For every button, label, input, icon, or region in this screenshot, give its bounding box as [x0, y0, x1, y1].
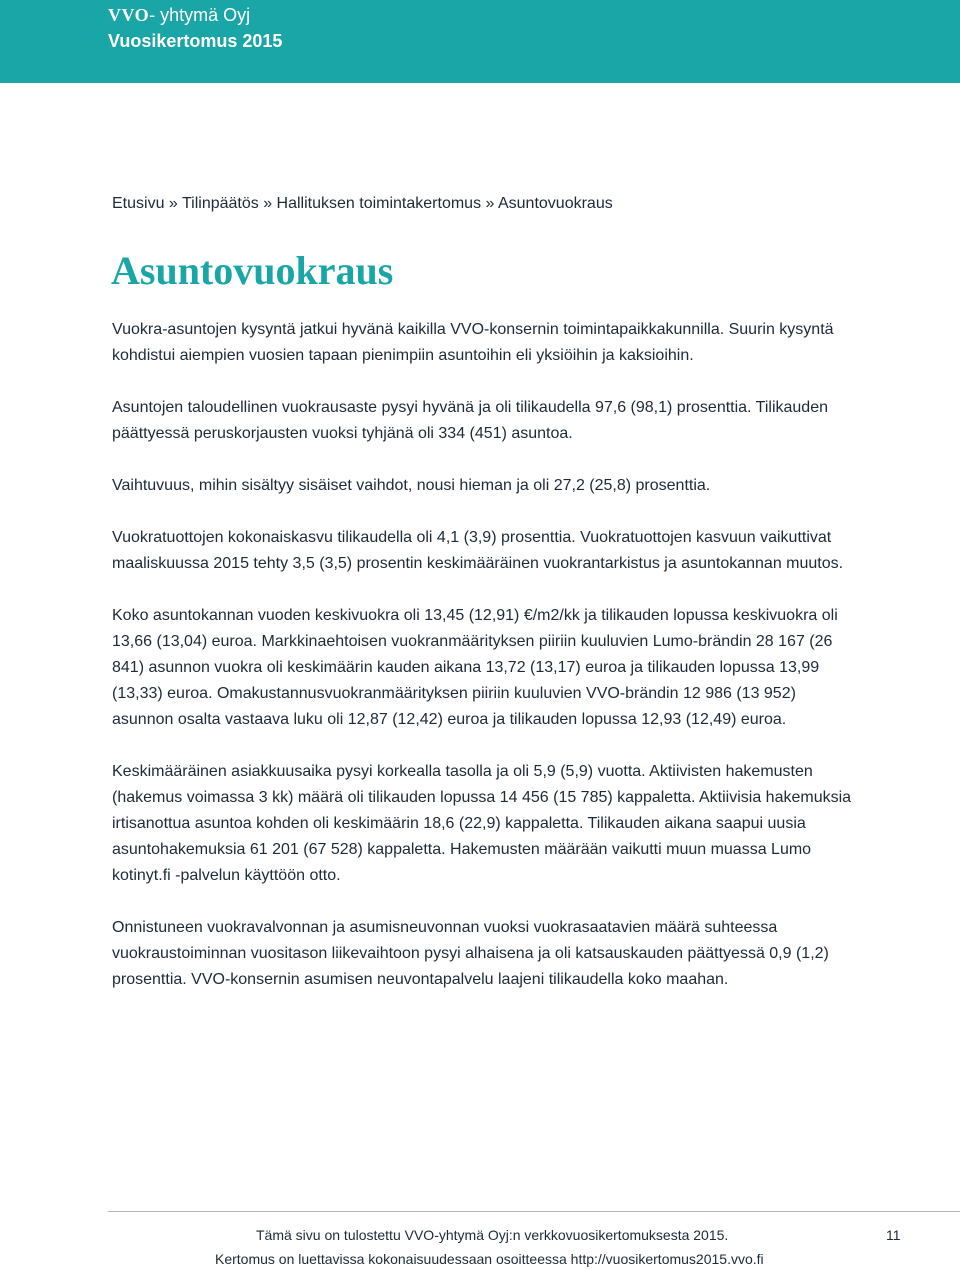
- page-number: 11: [886, 1227, 901, 1243]
- company-name: - yhtymä Oyj: [149, 5, 251, 25]
- breadcrumb: [112, 193, 613, 215]
- paragraph-applications: Keskimääräinen asiakkuusaika pysyi korkealla tasolla ja oli 5,9 (5,9) vuotta. Aktiivisten hakemusten (hakemus voimassa 3 kk) määrä oli tilikauden lopussa 14 456 (15 785) kappaletta. Aktiivisia hakemuksia irtisanottua asuntoa kohden oli keskimäärin 18,6 (22,9) kappaletta. Tilikauden aikana saapui uusia asuntohakemuksia 61 201 (67 528) kappaletta. Hakemusten määrään vaikutti muun muassa Lumo kotinyt.fi -palvelun käyttöön otto.: [112, 763, 852, 884]
- breadcrumb-item-tilinpaatos[interactable]: Tilinpäätös: [181, 195, 259, 212]
- page-title: Asuntovuokraus: [111, 248, 394, 293]
- footer-divider: [108, 1211, 960, 1212]
- paragraph-demand: Vuokra-asuntojen kysyntä jatkui hyvänä kaikilla VVO-konsernin toimintapaikkakunnilla. Suurin kysyntä kohdistui aiempien vuosien tapaan pienimpiin asuntoihin eli yksiöihin ja kaksioihin.: [112, 321, 834, 364]
- paragraph-rental-income: Vuokratuottojen kokonaiskasvu tilikaudella oli 4,1 (3,9) prosenttia. Vuokratuottojen kasvuun vaikuttivat maaliskuussa 2015 tehty 3,5 (3,5) prosentin keskimääräinen vuokrantarkistus ja asuntokannan muutos.: [112, 529, 844, 572]
- article-body: [112, 317, 852, 1019]
- page-header: [0, 0, 960, 83]
- paragraph-rent-receivables: Onnistuneen vuokravalvonnan ja asumisneuvonnan vuoksi vuokrasaatavien määrä suhteessa vuokraustoiminnan vuositason liikevaihtoon pysyi alhaisena ja oli katsauskauden päättyessä 0,9 (1,2) prosenttia. VVO-konsernin asumisen neuvontapalvelu laajeni tilikaudella koko maahan.: [112, 919, 829, 988]
- breadcrumb-separator: »: [164, 195, 182, 212]
- brand-logo: VVO: [108, 5, 150, 25]
- breadcrumb-item-asuntovuokraus: Asuntovuokraus: [497, 195, 613, 212]
- paragraph-average-rent: Koko asuntokannan vuoden keskivuokra oli 13,45 (12,91) €/m2/kk ja tilikauden lopussa keskivuokra oli 13,66 (13,04) euroa. Markkinaehtoisen vuokranmäärityksen piiriin kuuluvien Lumo-brändin 28 167 (26 841) asunnon vuokra oli keskimäärin kauden aikana 13,72 (13,17) euroa ja tilikauden lopussa 13,99 (13,33) euroa. Omakustannusvuokranmäärityksen piiriin kuuluvien VVO-brändin 12 986 (13 952) asunnon osalta vastaava luku oli 12,87 (12,42) euroa ja tilikauden lopussa 12,93 (12,49) euroa.: [112, 607, 838, 728]
- paragraph-occupancy: Asuntojen taloudellinen vuokrausaste pysyi hyvänä ja oli tilikaudella 97,6 (98,1) prosenttia. Tilikauden päättyessä peruskorjausten vuoksi tyhjänä oli 334 (451) asuntoa.: [112, 399, 828, 442]
- brand: [108, 4, 250, 26]
- breadcrumb-item-hallituksen-toimintakertomus[interactable]: Hallituksen toimintakertomus: [276, 195, 482, 212]
- breadcrumb-item-etusivu[interactable]: Etusivu: [112, 195, 165, 212]
- footer-url-note: Kertomus on luettavissa kokonaisuudessaan osoitteessa http://vuosikertomus2015.vvo.fi: [215, 1251, 764, 1267]
- paragraph-turnover: Vaihtuvuus, mihin sisältyy sisäiset vaihdot, nousi hieman ja oli 27,2 (25,8) prosenttia.: [112, 477, 711, 494]
- report-title: Vuosikertomus 2015: [108, 31, 283, 51]
- breadcrumb-separator: »: [481, 195, 498, 212]
- breadcrumb-separator: »: [258, 195, 277, 212]
- footer-print-note: Tämä sivu on tulostettu VVO-yhtymä Oyj:n verkkovuosikertomuksesta 2015.: [256, 1227, 729, 1243]
